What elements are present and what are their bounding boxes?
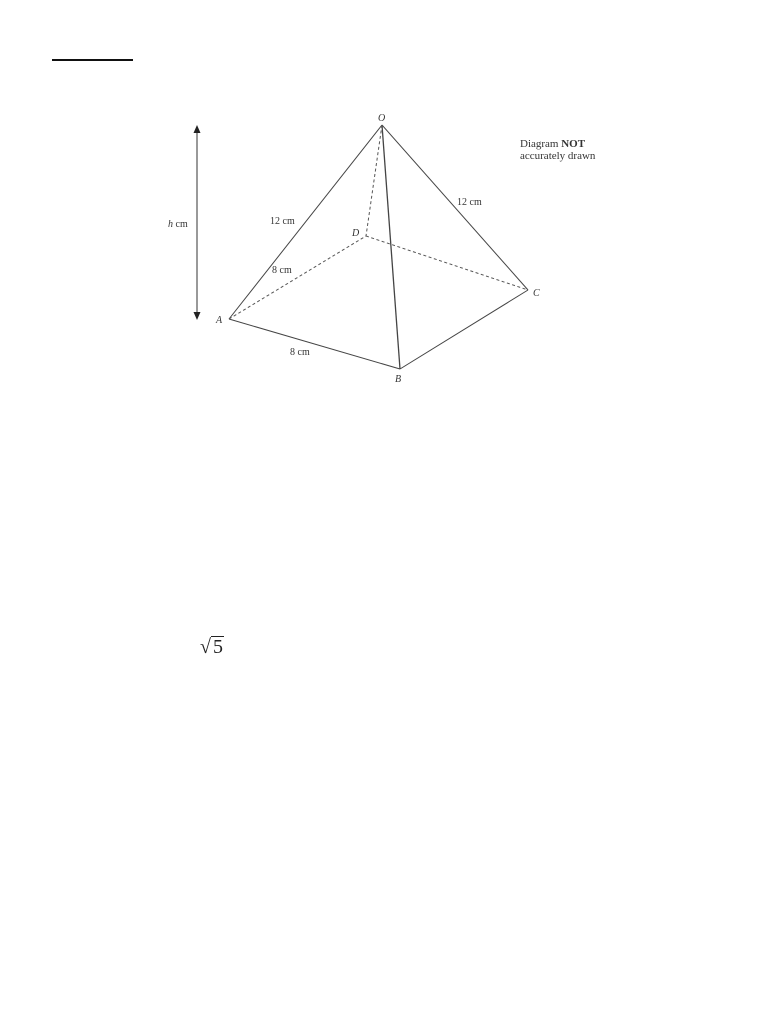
vertex-label-O: O — [378, 113, 386, 124]
vertex-label-D: D — [352, 228, 360, 239]
radical-sign: √ — [200, 636, 211, 658]
diagram-note-bold: NOT — [561, 138, 586, 150]
edge-OA — [229, 125, 382, 319]
diagram-note-line-1 — [520, 138, 595, 150]
edge-AD-hidden — [229, 236, 366, 319]
vertex-label-C: C — [533, 288, 540, 299]
height-label — [168, 219, 188, 230]
height-label-variable: h — [168, 219, 173, 230]
edge-label-OC: 12 cm — [457, 197, 482, 208]
pyramid-svg — [0, 0, 768, 420]
diagram-note-prefix: Diagram — [520, 138, 562, 150]
radicand: 5 — [212, 636, 223, 658]
edge-AB — [229, 319, 400, 369]
vertex-label-A: A — [216, 315, 223, 326]
edge-label-AD: 8 cm — [272, 265, 292, 276]
diagram-note — [520, 138, 595, 162]
pyramid-diagram — [0, 0, 768, 420]
edge-OB — [382, 125, 400, 369]
height-arrow-top-head — [194, 125, 201, 133]
edge-label-OA: 12 cm — [270, 216, 295, 227]
edge-BC — [400, 290, 528, 369]
height-label-unit: cm — [173, 219, 188, 230]
vertex-label-B: B — [395, 374, 402, 385]
square-root-expression — [200, 636, 224, 659]
diagram-note-line-2: accurately drawn — [520, 150, 596, 162]
height-arrow-bottom-head — [194, 312, 201, 320]
edge-label-AB: 8 cm — [290, 347, 310, 358]
